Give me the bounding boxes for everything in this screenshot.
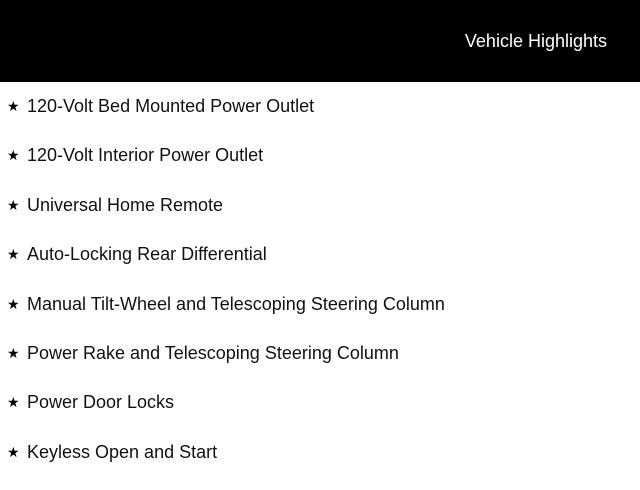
highlight-label: Auto-Locking Rear Differential (27, 244, 267, 265)
list-item (0, 342, 640, 391)
star-icon: ★ (7, 196, 20, 213)
highlight-label: Universal Home Remote (27, 194, 224, 215)
highlight-label: 120-Volt Interior Power Outlet (27, 145, 264, 166)
list-item (0, 243, 640, 292)
star-icon: ★ (7, 394, 20, 411)
list-item (0, 95, 640, 144)
list-item (0, 194, 640, 243)
star-icon: ★ (7, 344, 20, 361)
highlight-label: Keyless Open and Start (27, 441, 218, 462)
star-icon: ★ (7, 98, 20, 114)
list-item (0, 144, 640, 193)
list-item (0, 391, 640, 440)
star-icon: ★ (7, 246, 20, 263)
list-item (0, 441, 640, 490)
highlight-label: 120-Volt Bed Mounted Power Outlet (27, 96, 315, 116)
highlights-list (0, 95, 640, 490)
star-icon: ★ (7, 295, 20, 312)
page-title: Vehicle Highlights (464, 31, 607, 51)
highlight-label: Power Door Locks (27, 392, 175, 413)
highlight-label: Power Rake and Telescoping Steering Column (27, 342, 399, 363)
star-icon: ★ (7, 147, 20, 164)
highlight-label: Manual Tilt-Wheel and Telescoping Steering Column (27, 293, 445, 314)
header-bar (0, 0, 640, 82)
list-item (0, 293, 640, 342)
star-icon: ★ (7, 443, 20, 460)
